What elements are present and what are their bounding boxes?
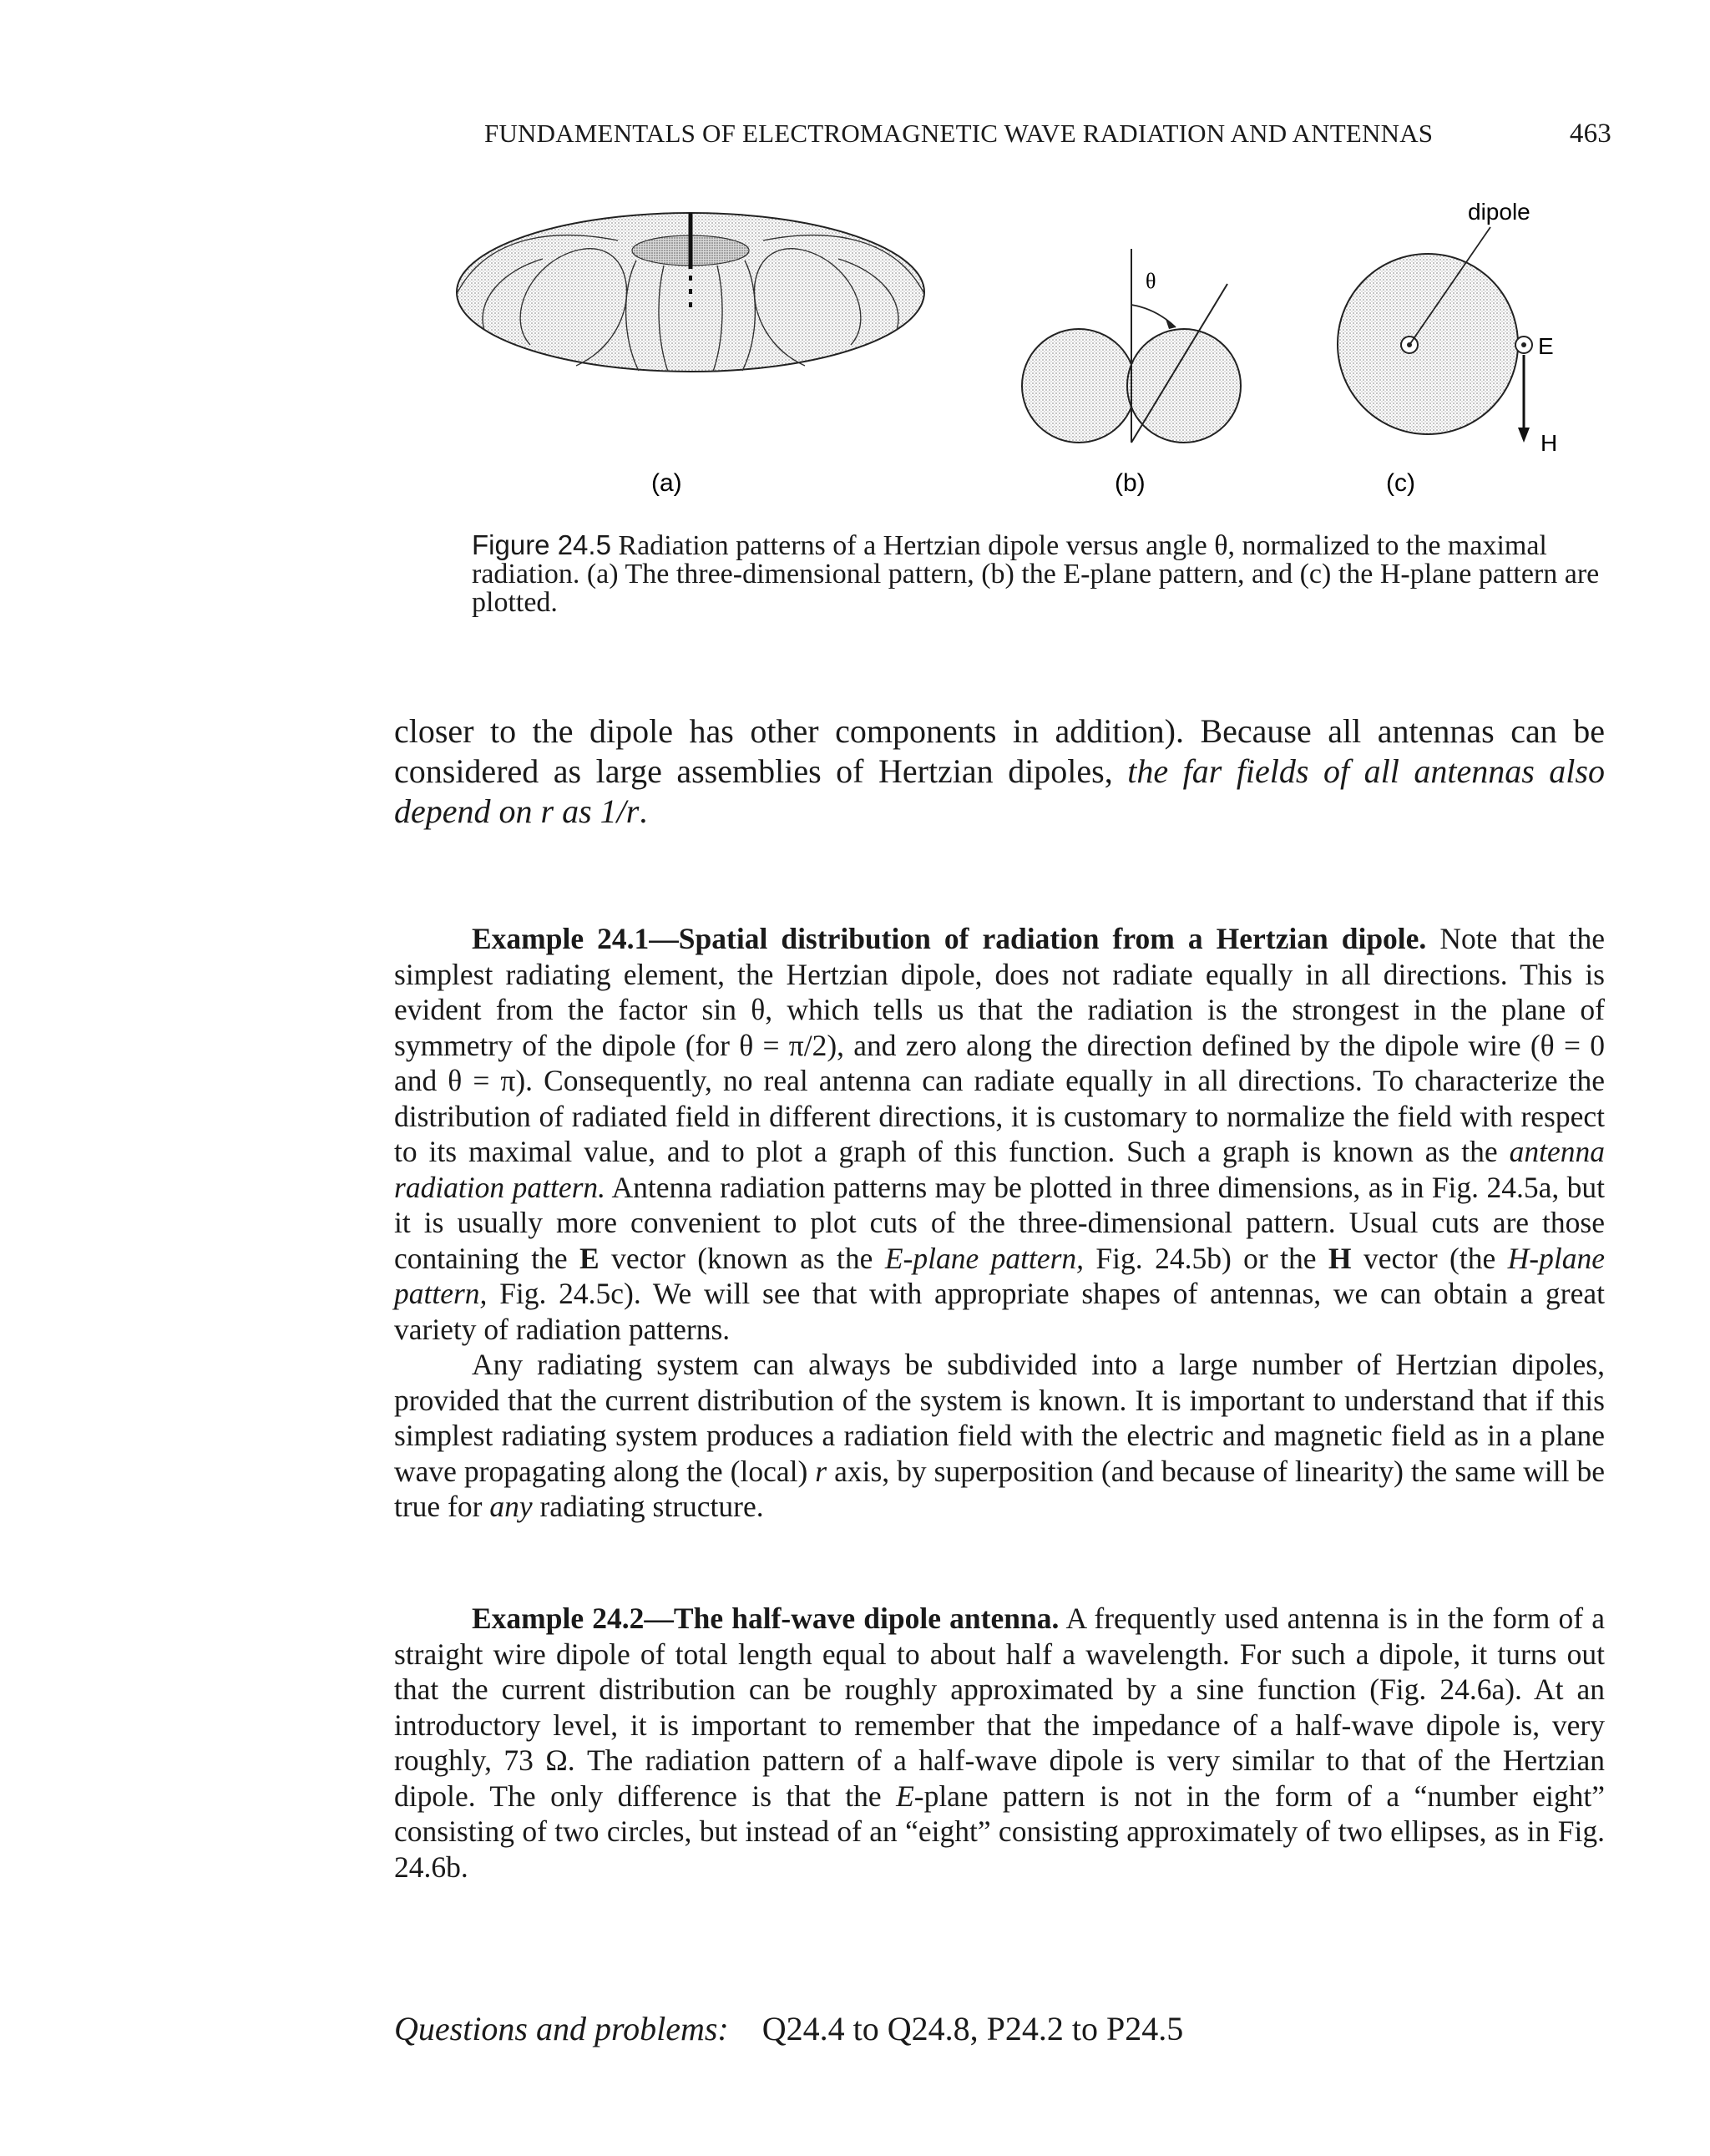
- radiation-pattern-figure: [451, 192, 1586, 509]
- dipole-label: dipole: [1468, 199, 1530, 225]
- panel-label-c: (c): [1386, 469, 1415, 497]
- e-plane-pattern: [1022, 249, 1241, 443]
- h-plane-pattern: [1338, 199, 1557, 456]
- para1-end: .: [639, 792, 648, 830]
- example1-heading: Example 24.1—Spatial distribution of radiation from a Hertzian dipole.: [472, 922, 1427, 955]
- figure-number: Figure 24.5: [472, 529, 611, 560]
- example2-text-c: -plane pattern is not in the form of a “number eight” consisting of two circles, but instead of an “eight” consisting approximately of two ellipses, as in Fig. 24.6b.: [394, 1779, 1606, 1884]
- example2-italic-b: E: [896, 1779, 914, 1813]
- running-title: FUNDAMENTALS OF ELECTROMAGNETIC WAVE RADIATION AND ANTENNAS: [484, 119, 1434, 148]
- questions-label: Questions and problems:: [394, 2010, 729, 2047]
- example1-text-k: Fig. 24.5c). We will see that with appropriate shapes of antennas, we can obtain a great variety of radiation patterns.: [394, 1277, 1605, 1346]
- panel-label-a: (a): [651, 469, 682, 497]
- example1-text-c: Antenna radiation patterns may be plotted in three dimensions, as in Fig. 24.5a, but it is usually more convenient to plot cuts of the three-dimensional pattern. Usual cuts are those containing the: [394, 1170, 1606, 1275]
- panel-label-b: (b): [1115, 469, 1146, 497]
- example1-text-a: Note that the simplest radiating element, the Hertzian dipole, does not radiate equally in all directions. This is evident from the factor sin θ, which tells us that the radiation is the strongest in the plane of symmetry of the dipole (for θ = π/2), and zero along the direction defined by the dipole wire (θ = 0 and θ = π). Consequently, no real antenna can radiate equally in all directions. To characterize the distribution of radiated field in different directions, it is customary to normalize the field with respect to its maximal value, and to plot a graph of this function. Such a graph is known as the: [394, 922, 1606, 1168]
- example1-p2-italic-b: r: [815, 1454, 827, 1488]
- figure-24-5: [451, 192, 1586, 509]
- example1-p2-italic-d: any: [489, 1490, 533, 1523]
- example1-p2-text-e: radiating structure.: [532, 1490, 764, 1523]
- example1-bold-e: E: [579, 1241, 600, 1275]
- para1-italic: the far fields of all antennas also depend on r as 1/r: [394, 752, 1605, 830]
- example2-heading: Example 24.2—The half-wave dipole antenna.: [472, 1602, 1060, 1635]
- example1-bold-h: H: [1328, 1241, 1352, 1275]
- example1-text-g: Fig. 24.5b) or the: [1084, 1241, 1328, 1275]
- example1-italic-j: H-plane pattern,: [394, 1241, 1605, 1310]
- example2-text-a: A frequently used antenna is in the form of a straight wire dipole of total length equal to about half a wavelength. For such a dipole, it turns out that the current distribution can be roughly approximated by a sine function (Fig. 24.6a). At an introductory level, it is important to remember that the impedance of a half-wave dipole is, very roughly, 73 Ω. The radiation pattern of a half-wave dipole is very similar to that of the Hertzian dipole. The only difference is that the: [394, 1602, 1605, 1813]
- example1-italic-b: antenna radiation pattern.: [394, 1135, 1605, 1204]
- example1-p2-text-c: axis, by superposition (and because of linearity) the same will be true for: [394, 1454, 1605, 1523]
- example1-italic-f: E-plane pattern,: [884, 1241, 1085, 1275]
- example-24-1: [394, 921, 1605, 1525]
- example1-text-e: vector (known as the: [599, 1241, 885, 1275]
- questions-line: [394, 2009, 1183, 2048]
- h-label: H: [1541, 430, 1558, 456]
- example1-text-i: vector (the: [1351, 1241, 1508, 1275]
- caption-text: Radiation patterns of a Hertzian dipole versus angle θ, normalized to the maximal radiation. (a) The three-dimensional pattern, (b) the E-plane pattern, and (c) the H-plane pattern are plotted.: [472, 530, 1600, 618]
- para1-text: closer to the dipole has other components in addition). Because all antennas can be considered as large assemblies of Hertzian dipoles,: [394, 712, 1605, 790]
- example1-p2-text-a: Any radiating system can always be subdivided into a large number of Hertzian dipoles, provided that the current distribution of the system is known. It is important to understand that if this simplest radiating system produces a radiation field with the electric and magnetic field as in a plane wave propagating along the (local): [394, 1348, 1605, 1488]
- torus-3d-pattern: [457, 213, 924, 372]
- figure-caption: [472, 531, 1604, 617]
- questions-list: Q24.4 to Q24.8, P24.2 to P24.5: [761, 2010, 1184, 2047]
- paragraph-continuation: [394, 711, 1605, 832]
- theta-symbol: θ: [1146, 269, 1156, 293]
- example-24-2: [394, 1601, 1605, 1885]
- e-label: E: [1538, 333, 1554, 359]
- page-number: 463: [1569, 119, 1611, 149]
